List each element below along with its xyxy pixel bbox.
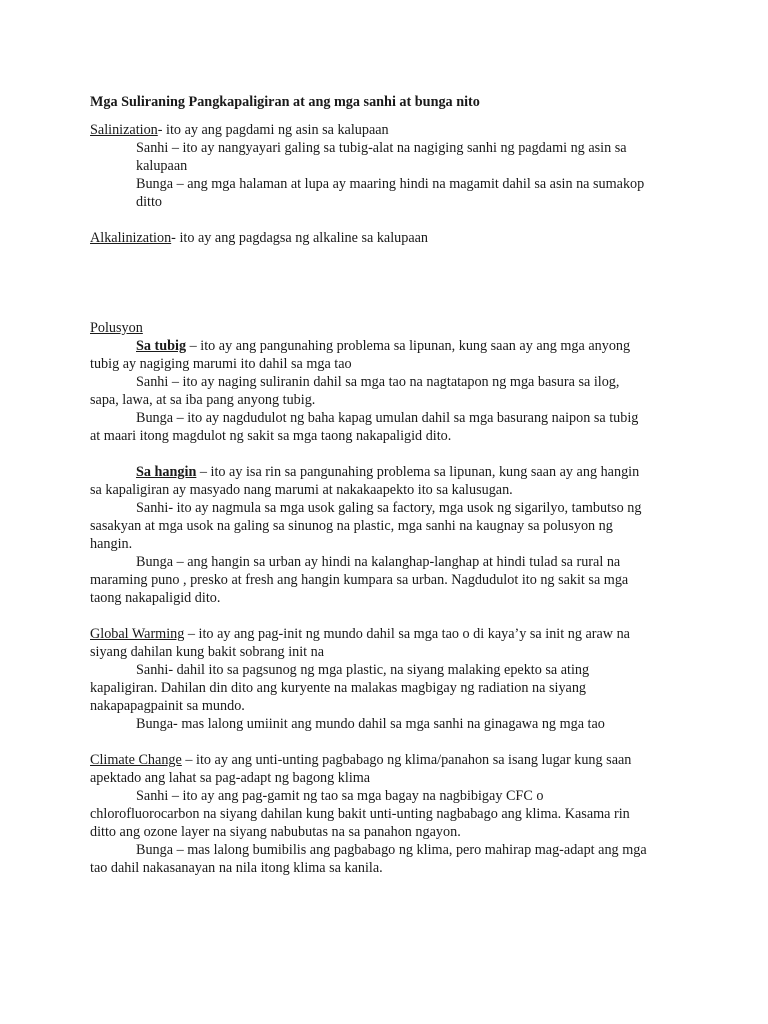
global-warming-term: Global Warming [90,626,185,642]
polusyon-hangin-def-text: – ito ay isa rin sa pangunahing problema sa lipunan, kung saan ay ang hangin [196,464,640,480]
polusyon-hangin-definition-1 [90,463,690,481]
climate-change-definition-1 [90,751,690,769]
polusyon-hangin-term: Sa hangin [136,464,197,480]
salinization-definition [90,121,690,139]
alkalinization-term: Alkalinization [90,230,172,246]
climate-change-sanhi-1: Sanhi – ito ay ang pag-gamit ng tao sa mga bagay na nagbibigay CFC o [136,788,544,804]
document-title: Mga Suliraning Pangkapaligiran at ang mga sanhi at bunga nito [90,94,480,110]
climate-change-bunga-2: tao dahil nakasanayan na nila itong klima sa kanila. [90,860,383,876]
global-warming-def-text: – ito ay ang pag-init ng mundo dahil sa mga tao o di kaya’y sa init ng araw na [184,626,630,642]
polusyon-hangin-sanhi-2: sasakyan at mga usok na galing sa sinunog na plastic, mga sanhi na kaugnay sa polusyon ng [90,518,613,534]
climate-change-definition-2: apektado ang lahat sa pag-adapt ng bagong klima [90,770,371,786]
salinization-term: Salinization [90,122,158,138]
salinization-sanhi-line-2: kalupaan [136,158,188,174]
global-warming-bunga-1: Bunga- mas lalong umiinit ang mundo dahil sa mga sanhi na ginagawa ng mga tao [136,716,605,732]
climate-change-bunga-1: Bunga – mas lalong bumibilis ang pagbabago ng klima, pero mahirap mag-adapt ang mga [136,842,647,858]
document-page [90,93,690,877]
alkalinization-definition [90,229,690,247]
section-climate-change [90,751,690,877]
polusyon-tubig-def-text: – ito ay ang pangunahing problema sa lipunan, kung saan ay ang mga anyong [186,338,631,354]
global-warming-sanhi-2: kapaligiran. Dahilan din dito ang kuryente na malakas magbigay ng radiation na siyang [90,680,587,696]
global-warming-definition-2: siyang dahilan kung bakit sobrang init na [90,644,325,660]
alkalinization-def-text: - ito ay ang pagdagsa ng alkaline sa kalupaan [171,230,429,246]
polusyon-tubig-bunga-1: Bunga – ito ay nagdudulot ng baha kapag umulan dahil sa mga basurang naipon sa tubig [136,410,639,426]
climate-change-term: Climate Change [90,752,182,768]
salinization-bunga-line-1: Bunga – ang mga halaman at lupa ay maaring hindi na magamit dahil sa asin na sumakop [136,176,645,192]
section-salinization [90,121,690,211]
polusyon-tubig-definition-1 [90,337,690,355]
polusyon-heading: Polusyon [90,320,143,336]
polusyon-hangin-sanhi-1: Sanhi- ito ay nagmula sa mga usok galing sa factory, mga usok ng sigarilyo, tambutso ng [136,500,642,516]
salinization-bunga-line-2: ditto [136,194,163,210]
salinization-def-text: - ito ay ang pagdami ng asin sa kalupaan [157,122,389,138]
polusyon-tubig-bunga-2: at maari itong magdulot ng sakit sa mga taong nakapaligid dito. [90,428,452,444]
polusyon-hangin-bunga-2: maraming puno , presko at fresh ang hangin kumpara sa urban. Nagdudulot ito ng sakit sa mga [90,572,629,588]
global-warming-definition-1 [90,625,690,643]
section-alkalinization [90,229,690,247]
climate-change-sanhi-3: ditto ang ozone layer na siyang nabubutas na sa panahon ngayon. [90,824,461,840]
climate-change-def-text: – ito ay ang unti-unting pagbabago ng klima/panahon sa isang lugar kung saan [181,752,632,768]
polusyon-tubig-term: Sa tubig [136,338,187,354]
polusyon-hangin-sanhi-3: hangin. [90,536,133,552]
polusyon-tubig-sanhi-1: Sanhi – ito ay naging suliranin dahil sa mga tao na nagtatapon ng mga basura sa ilog, [136,374,620,390]
polusyon-hangin-definition-2: sa kapaligiran ay masyado nang marumi at nakakaapekto ito sa kalusugan. [90,482,513,498]
climate-change-sanhi-2: chlorofluorocarbon na siyang dahilan kung bakit unti-unting nagbabago ang klima. Kasama rin [90,806,630,822]
salinization-sanhi-line-1: Sanhi – ito ay nangyayari galing sa tubig-alat na nagiging sanhi ng pagdami ng asin sa [136,140,627,156]
section-polusyon [90,319,690,607]
polusyon-tubig-definition-2: tubig ay nagiging marumi ito dahil sa mga tao [90,356,352,372]
polusyon-tubig-sanhi-2: sapa, lawa, at sa iba pang anyong tubig. [90,392,316,408]
global-warming-sanhi-1: Sanhi- dahil ito sa pagsunog ng mga plastic, na siyang malaking epekto sa ating [136,662,590,678]
global-warming-sanhi-3: nakapapagpainit sa mundo. [90,698,245,714]
polusyon-hangin-bunga-1: Bunga – ang hangin sa urban ay hindi na kalanghap-langhap at hindi tulad sa rural na [136,554,621,570]
polusyon-hangin-bunga-3: taong nakapaligid dito. [90,590,221,606]
section-global-warming [90,625,690,733]
